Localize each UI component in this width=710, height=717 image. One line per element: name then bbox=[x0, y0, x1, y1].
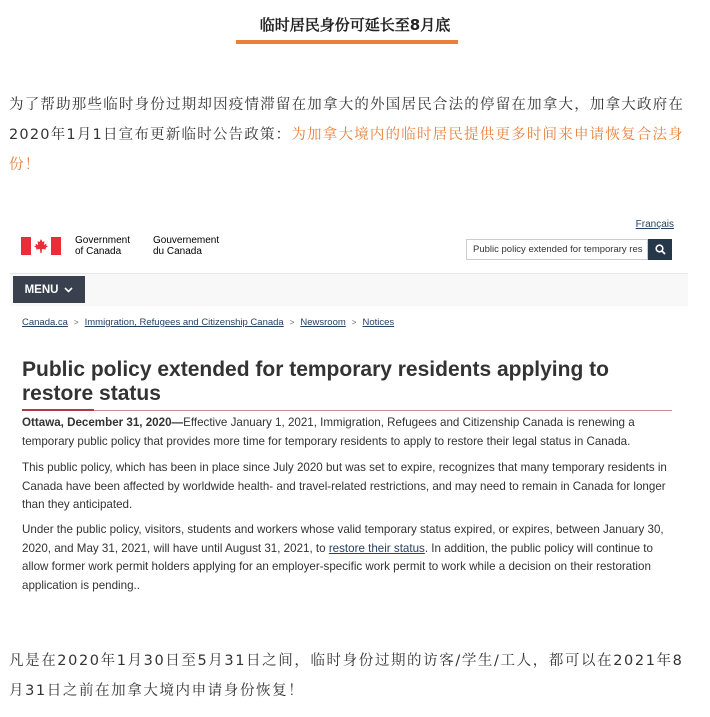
page-title: Public policy extended for temporary residents applying to restore status bbox=[22, 358, 609, 405]
canada-flag-icon bbox=[21, 237, 61, 255]
breadcrumb-separator: > bbox=[351, 318, 357, 327]
language-toggle-link[interactable]: Français bbox=[635, 219, 674, 230]
breadcrumb-newsroom[interactable]: Newsroom bbox=[300, 317, 346, 328]
intro-text: 为了帮助那些临时身份过期却因疫情滞留在加拿大的外国居民合法的停留在加拿大，加拿大政府在2020年1月1日宣布更新临时公告政策： bbox=[9, 97, 685, 143]
title-underline bbox=[236, 40, 458, 44]
breadcrumb-separator: > bbox=[289, 318, 295, 327]
search-input[interactable]: Public policy extended for temporary res bbox=[466, 239, 648, 260]
gov-wordmark-fr bbox=[153, 235, 219, 257]
gov-en-line2: of Canada bbox=[75, 246, 122, 257]
closing-paragraph: 凡是在2020年1月30日至5月31日之间，临时身份过期的访客/学生/工人，都可以在2021年8月31日之前在加拿大境内申请身份恢复！ bbox=[9, 653, 684, 699]
search-button[interactable] bbox=[648, 239, 672, 260]
p3-text-after: . In addition, the public policy will continue to allow former work permit holders applying for an employer-specific work permit to work while a decision on their restoration application is pending.. bbox=[22, 541, 653, 592]
p1-text: Effective January 1, 2021, Immigration, Refugees and Citizenship Canada is renewing a temporary public policy that provides more time for temporary residents to apply to restore their legal status in Canada. bbox=[22, 416, 635, 448]
search-icon bbox=[655, 244, 666, 255]
menu-button[interactable] bbox=[13, 276, 85, 303]
p3-text-before: Under the public policy, visitors, students and workers whose valid temporary status expired, or expires, between January 30, 2020, and May 31, 2021, will have until August 31, 2021, to bbox=[22, 523, 664, 555]
title-rule bbox=[22, 409, 94, 411]
intro-paragraph bbox=[9, 90, 699, 180]
title-rule-thin bbox=[94, 410, 672, 411]
news-paragraph-1 bbox=[22, 414, 672, 451]
chevron-down-icon bbox=[64, 287, 73, 293]
menu-bar bbox=[10, 273, 688, 306]
menu-label: MENU bbox=[24, 283, 59, 296]
breadcrumb-ircc[interactable]: Immigration, Refugees and Citizenship Canada bbox=[84, 317, 284, 328]
gov-wordmark-en bbox=[75, 235, 130, 257]
news-paragraph-2: This public policy, which has been in place since July 2020 but was set to expire, recognizes that many temporary residents in Canada have been affected by worldwide health- and travel-related restrictions, and may need to remain in Canada for longer than they anticipated. bbox=[22, 461, 667, 511]
news-paragraph-3 bbox=[22, 521, 672, 595]
gov-en-line1: Government bbox=[75, 235, 131, 246]
gov-fr-line2: du Canada bbox=[153, 246, 202, 257]
breadcrumb-notices[interactable]: Notices bbox=[362, 317, 395, 328]
dateline: Ottawa, December 31, 2020— bbox=[22, 416, 184, 429]
article-title: 临时居民身份可延长至8月底 bbox=[259, 16, 451, 34]
breadcrumb-canada[interactable]: Canada.ca bbox=[22, 317, 68, 328]
restore-status-link[interactable]: restore their status bbox=[328, 541, 425, 555]
breadcrumb-separator: > bbox=[73, 318, 79, 327]
intro-highlight: 为加拿大境内的临时居民提供更多时间来申请恢复合法身份！ bbox=[9, 127, 684, 173]
gov-fr-line1: Gouvernement bbox=[153, 235, 220, 246]
embedded-screenshot bbox=[10, 210, 688, 600]
breadcrumb bbox=[22, 317, 394, 328]
